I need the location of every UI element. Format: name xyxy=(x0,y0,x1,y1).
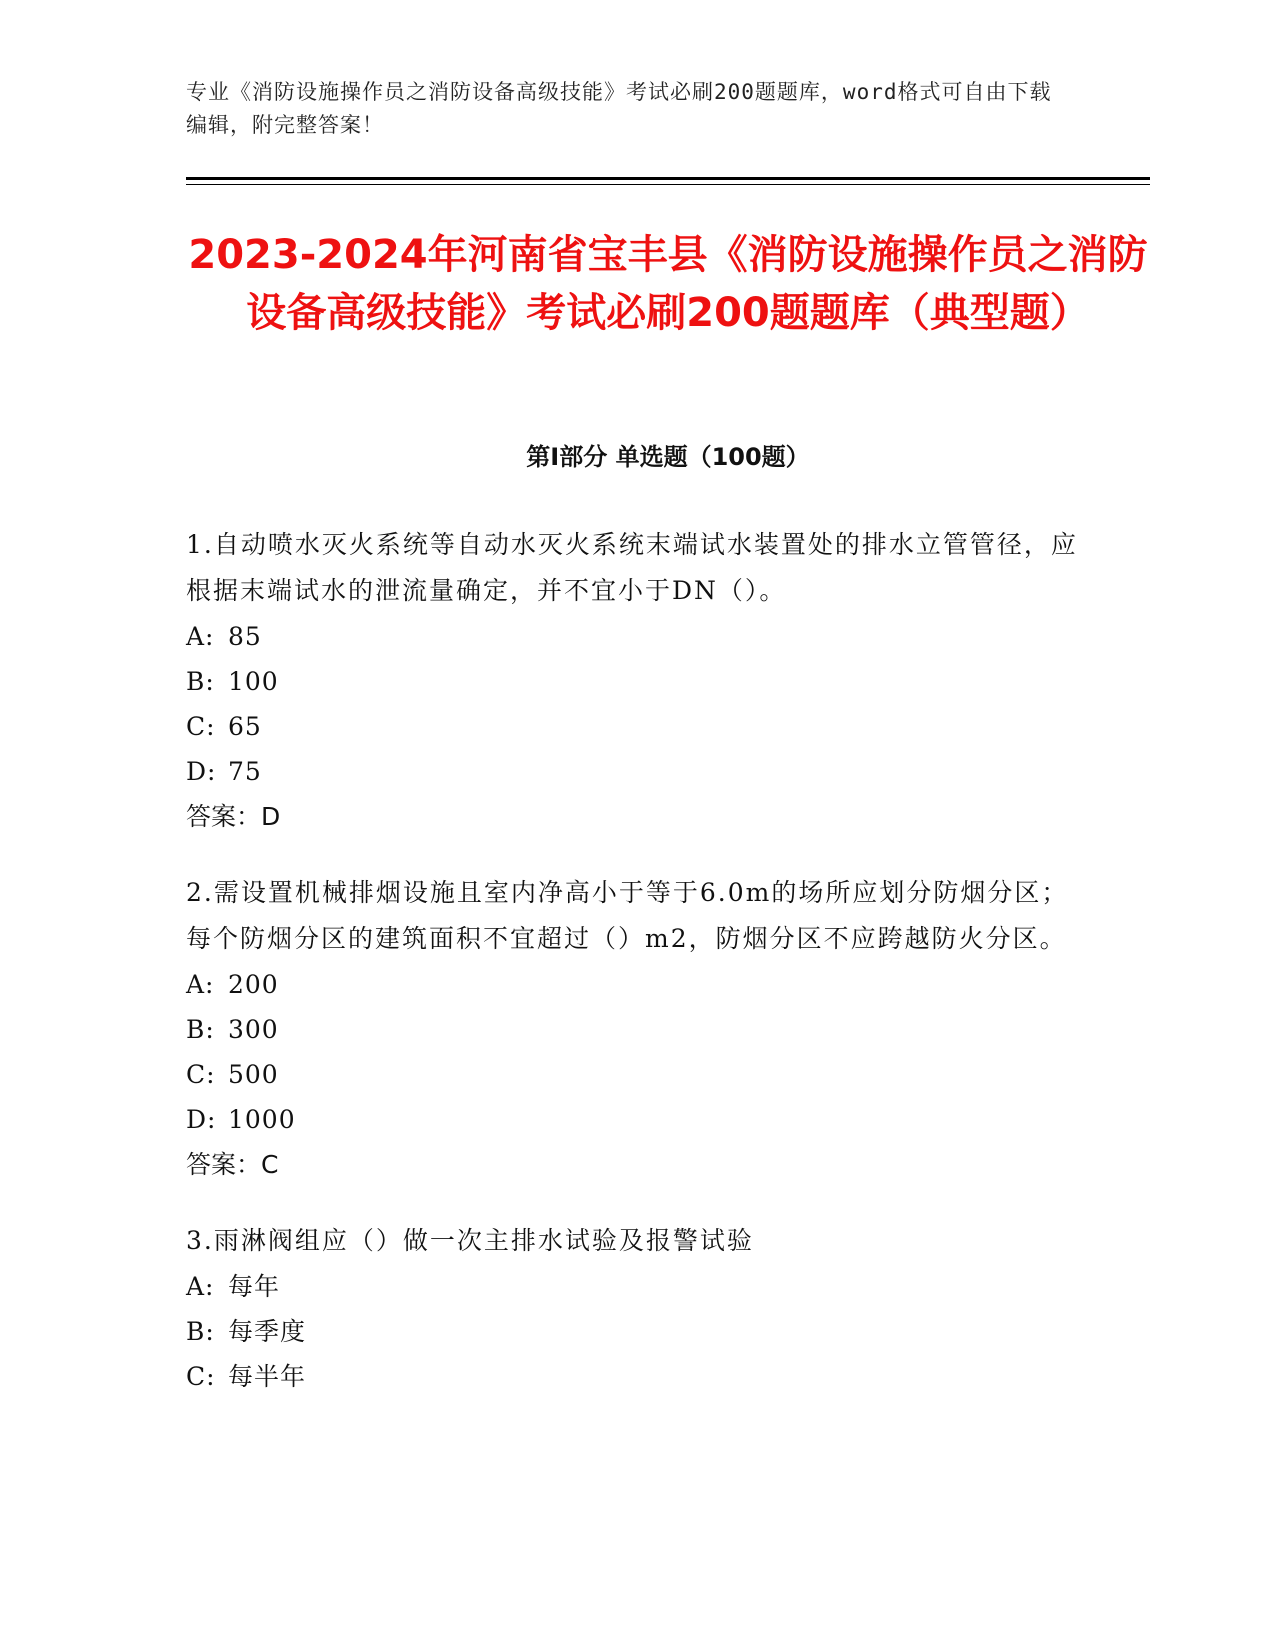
option-b xyxy=(186,1007,1086,1052)
option-b xyxy=(186,1309,1086,1354)
option-text: 500 xyxy=(228,1060,279,1089)
option-a xyxy=(186,614,1086,659)
header-intro-text: 专业《消防设施操作员之消防设备高级技能》考试必刷200题题库，word格式可自由下载编辑，附完整答案！ xyxy=(186,80,1052,137)
question-1 xyxy=(186,522,1086,840)
question-stem: 1.自动喷水灭火系统等自动水灭火系统末端试水装置处的排水立管管径，应根据末端试水的泄流量确定，并不宜小于DN（）。 xyxy=(186,530,1078,605)
answer-line: 答案：D xyxy=(186,802,281,831)
option-a xyxy=(186,1264,1086,1309)
section-heading: 第I部分 单选题（100题） xyxy=(526,443,810,471)
option-letter: A: xyxy=(186,1272,215,1301)
option-text: 1000 xyxy=(228,1105,296,1134)
question-list xyxy=(186,522,1086,1429)
document-title: 2023-2024年河南省宝丰县《消防设施操作员之消防设备高级技能》考试必刷200题题库（典型题） xyxy=(188,232,1148,336)
option-text: 每年 xyxy=(228,1272,281,1301)
option-letter: C: xyxy=(186,712,216,741)
option-d xyxy=(186,749,1086,794)
header-divider-thick xyxy=(186,177,1150,180)
option-text: 65 xyxy=(228,712,262,741)
option-letter: C: xyxy=(186,1362,216,1391)
option-letter: C: xyxy=(186,1060,216,1089)
option-letter: D: xyxy=(186,1105,217,1134)
option-letter: B: xyxy=(186,1015,215,1044)
option-text: 85 xyxy=(228,622,262,651)
option-c xyxy=(186,1354,1086,1399)
option-text: 300 xyxy=(228,1015,279,1044)
option-text: 100 xyxy=(228,667,279,696)
option-letter: B: xyxy=(186,667,215,696)
option-letter: D: xyxy=(186,757,217,786)
option-text: 每半年 xyxy=(228,1362,307,1391)
answer-line: 答案：C xyxy=(186,1150,279,1179)
option-text: 每季度 xyxy=(228,1317,307,1346)
question-2 xyxy=(186,870,1086,1188)
option-letter: A: xyxy=(186,622,215,651)
question-stem: 3.雨淋阀组应（）做一次主排水试验及报警试验 xyxy=(186,1226,754,1255)
option-a xyxy=(186,962,1086,1007)
question-3 xyxy=(186,1218,1086,1399)
option-b xyxy=(186,659,1086,704)
header-divider-thin xyxy=(186,184,1150,185)
question-stem: 2.需设置机械排烟设施且室内净高小于等于6.0m的场所应划分防烟分区；每个防烟分区的建筑面积不宜超过（）m2，防烟分区不应跨越防火分区。 xyxy=(186,878,1069,953)
option-d xyxy=(186,1097,1086,1142)
option-letter: B: xyxy=(186,1317,215,1346)
option-letter: A: xyxy=(186,970,215,999)
option-text: 200 xyxy=(228,970,279,999)
option-c xyxy=(186,1052,1086,1097)
option-text: 75 xyxy=(228,757,262,786)
option-c xyxy=(186,704,1086,749)
